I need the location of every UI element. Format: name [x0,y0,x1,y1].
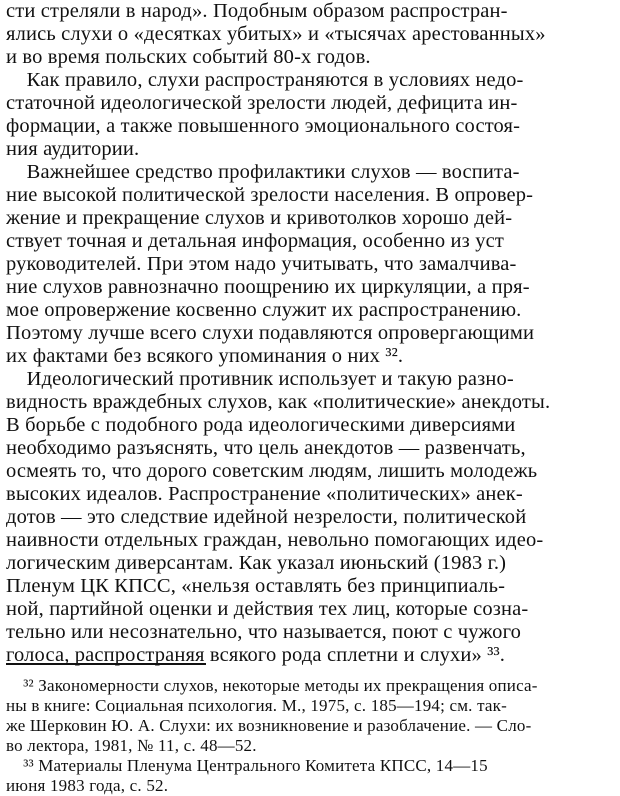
text-line: необходимо разъяснять, что цель анекдотов — развенчать, [6,437,526,459]
footnote-line: же Шерковин Ю. А. Слухи: их возникновение и разоблачение. — Сло- [6,716,532,735]
text-line: ния аудитории. [6,138,140,160]
text-line: ялись слухи о «десятках убитых» и «тысячах арестованных» [6,23,546,45]
text-line: сти стреляли в народ». Подобным образом распростран- [6,0,508,22]
text-line: В борьбе с подобного рода идеологическими диверсиями [6,414,516,436]
text-line: голоса, распространяя всякого рода сплетни и слухи» ³³. [6,644,506,666]
text-line: Важнейшее средство профилактики слухов — воспита- [6,161,520,183]
text-line: мое опровержение косвенно служит их распространению. [6,299,522,321]
text-line: видность враждебных слухов, как «политические» анекдоты. [6,391,551,413]
text-line: ние слухов равнозначно поощрению их циркуляции, а пря- [6,276,530,298]
text-line: статочной идеологической зрелости людей, дефицита ин- [6,92,518,114]
footnote-line: ны в книге: Социальная психология. М., 1975, с. 185—194; см. так- [6,696,507,715]
text-line: Идеологический противник использует и такую разно- [6,368,514,390]
text-line: осмеять то, что дорого советским людям, лишить молодежь [6,460,538,482]
text-line: руководителей. При этом надо учитывать, что замалчива- [6,253,517,275]
footnote-line: ³² Закономерности слухов, некоторые методы их прекращения описа- [6,676,538,695]
text-line: высоких идеалов. Распространение «политических» анек- [6,483,523,505]
text-line: ствует точная и детальная информация, особенно из уст [6,230,504,252]
text-line: дотов — это следствие идейной незрелости, политической [6,506,527,528]
main-text [6,0,610,667]
footnote-line: июня 1983 года, с. 52. [6,776,169,795]
footnote-line: во лектора, 1981, № 11, с. 48—52. [6,736,257,755]
text-line: Как правило, слухи распространяются в условиях недо- [6,69,524,91]
text-line: тельно или несознательно, что называется, поют с чужого [6,621,522,643]
footnotes [6,676,610,796]
footnote-rule [6,663,206,665]
text-line: и во время польских событий 80-х годов. [6,46,371,68]
footnote-line: ³³ Материалы Пленума Центрального Комитета КПСС, 14—15 [6,756,488,775]
text-line: наивности отдельных граждан, невольно помогающих идео- [6,529,544,551]
text-line: жение и прекращение слухов и кривотолков хорошо дей- [6,207,513,229]
text-line: их фактами без всякого упоминания о них ³². [6,345,404,367]
text-line: Пленум ЦК КПСС, «нельзя оставлять без принципиаль- [6,575,506,597]
text-line: формации, а также повышенного эмоционального состоя- [6,115,521,137]
text-line: Поэтому лучше всего слухи подавляются опровергающими [6,322,535,344]
text-line: логическим диверсантам. Как указал июньский (1983 г.) [6,552,507,574]
text-line: ние высокой политической зрелости населения. В опровер- [6,184,534,206]
text-line: ной, партийной оценки и действия тех лиц, которые созна- [6,598,529,620]
